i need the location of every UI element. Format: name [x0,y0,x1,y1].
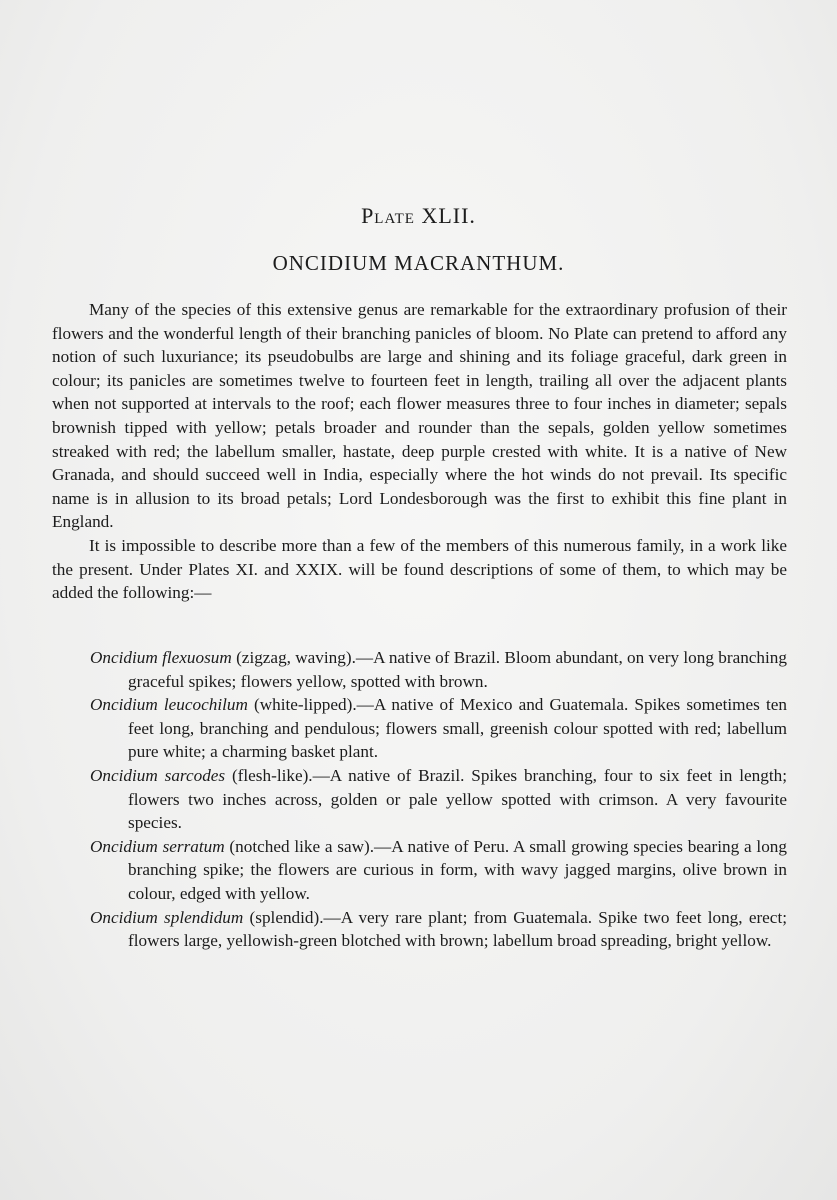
species-entry [90,646,787,693]
species-name: Oncidium sarcodes [90,765,226,785]
species-description: (flesh-like).—A native of Brazil. Spikes branching, four to six feet in length; flowers two inches across, golden or pale yellow spotted with crimson. A very favourite species. [128,765,787,833]
species-description: (splendid).—A very rare plant; from Guatemala. Spike two feet long, erect; flowers large, yellowish-green blotched with brown; labellum broad spreading, bright yellow. [128,907,787,951]
body-text [52,298,787,605]
plate-title: ONCIDIUM MACRANTHUM. [272,251,565,275]
plate-number: Plate XLII. [361,203,476,228]
species-name: Oncidium flexuosum [90,648,232,667]
species-entry [90,906,787,953]
species-entry [90,835,787,906]
species-name: Oncidium serratum [90,836,225,856]
species-description: (notched like a saw).—A native of Peru. A small growing species bearing a long branching spike; the flowers are curious in form, with wavy jagged margins, olive brown in colour, edged with yellow. [128,836,787,903]
species-description: (white-lipped).—A native of Mexico and Guatemala. Spikes sometimes ten feet long, branching and pendulous; flowers small, greenish colour spotted with red; labellum pure white; a charming basket plant. [128,695,787,762]
paragraph-family: It is impossible to describe more than a few of the members of this numerous family, in a work like the present. Under Plates XI. and XXIX. will be found descriptions of some of them, to which may be added the following:— [52,535,787,603]
species-entry [90,764,787,835]
species-entry [90,693,787,764]
species-name: Oncidium leucochilum [90,695,248,715]
species-name: Oncidium splendidum [90,907,244,927]
species-list [90,646,787,953]
paragraph-intro: Many of the species of this extensive genus are remarkable for the extraordinary profusion of their flowers and the wonderful length of their branching panicles of bloom. No Plate can pretend to afford any notion of such luxuriance; its pseudobulbs are large and shining and its foliage graceful, dark green in colour; its panicles are sometimes twelve to fourteen feet in length, trailing all over the adjacent plants when not supported at intervals to the roof; each flower measures three to four inches in diameter; sepals brownish tipped with yellow; petals broader and rounder than the sepals, golden yellow sometimes streaked with red; the labellum smaller, hastate, deep purple crested with white. It is a native of New Granada, and should succeed well in India, especially where the hot winds do not prevail. Its specific name is in allusion to its broad petals; Lord Londesborough was the first to exhibit this fine plant in England. [52,300,787,532]
species-description: (zigzag, waving).—A native of Brazil. Bloom abundant, on very long branching graceful spikes; flowers yellow, spotted with brown. [128,648,787,691]
